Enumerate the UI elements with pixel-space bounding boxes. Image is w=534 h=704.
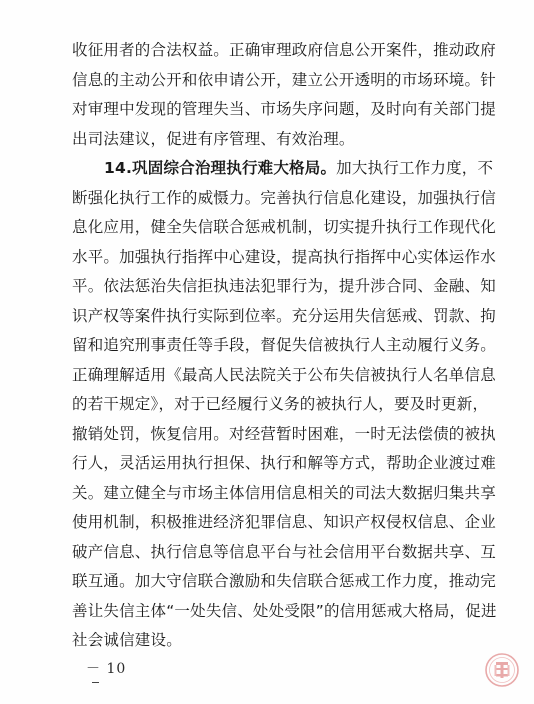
paragraph-line: 对审理中发现的管理失当、市场失序问题，及时向有关部门提: [72, 100, 496, 118]
paragraph-line: 收征用者的合法权益。正确审理政府信息公开案件，推动政府: [72, 41, 496, 59]
paragraph-line: 社会诚信建设。: [72, 631, 182, 649]
section-heading: 14.巩固综合治理执行难大格局。: [104, 159, 337, 177]
paragraph-line: 出司法建议，促进有序管理、有效治理。: [72, 129, 355, 148]
body-text: [72, 36, 512, 656]
paragraph-line: 信息的主动公开和依申请公开，建立公开透明的市场环境。针: [72, 70, 496, 89]
footer-dash: [92, 682, 99, 683]
paragraph-line: 息化应用，健全失信联合惩戒机制，切实提升执行工作现代化: [72, 218, 496, 236]
paragraph-line: 留和追究刑事责任等手段，督促失信被执行人主动履行义务。: [72, 336, 496, 354]
section-first-line-text: 加大执行工作力度，不: [336, 159, 494, 177]
paragraph-line: 平。依法惩治失信拒执违法犯罪行为，提升涉合同、金融、知: [72, 277, 496, 295]
paragraph-line: 撤销处罚，恢复信用。对经营暂时困难，一时无法偿债的被执: [72, 424, 496, 443]
paragraph-line: 断强化执行工作的威慑力。完善执行信息化建设，加强执行信: [72, 188, 496, 207]
paragraph-line: 破产信息、执行信息等信息平台与社会信用平台数据共享、互: [72, 542, 496, 561]
paragraph-line: 识产权等案件执行实际到位率。充分运用失信惩戒、罚款、拘: [72, 306, 496, 325]
paragraph-line: 联互通。加大守信联合激励和失信联合惩戒工作力度，推动完: [72, 572, 496, 590]
paragraph-line: 关。建立健全与市场主体信用信息相关的司法大数据归集共享: [72, 483, 496, 502]
paragraph-line: 水平。加强执行指挥中心建设，提高执行指挥中心实体运作水: [72, 247, 496, 266]
paragraph-line: 的若干规定》，对于已经履行义务的被执行人，要及时更新，: [72, 395, 489, 413]
paragraph-line: 正确理解适用《最高人民法院关于公布失信被执行人名单信息: [72, 365, 496, 384]
paragraph-line: 行人，灵活运用执行担保、执行和解等方式，帮助企业渡过难: [72, 454, 496, 472]
page-number: － 10: [86, 661, 127, 677]
section-first-line: [72, 154, 512, 184]
seal-icon: [484, 652, 520, 688]
paragraph-line: 善让失信主体“一处失信、处处受限”的信用惩戒大格局，促进: [72, 601, 497, 620]
paragraph-line: 使用机制，积极推进经济犯罪信息、知识产权侵权信息、企业: [72, 513, 496, 531]
